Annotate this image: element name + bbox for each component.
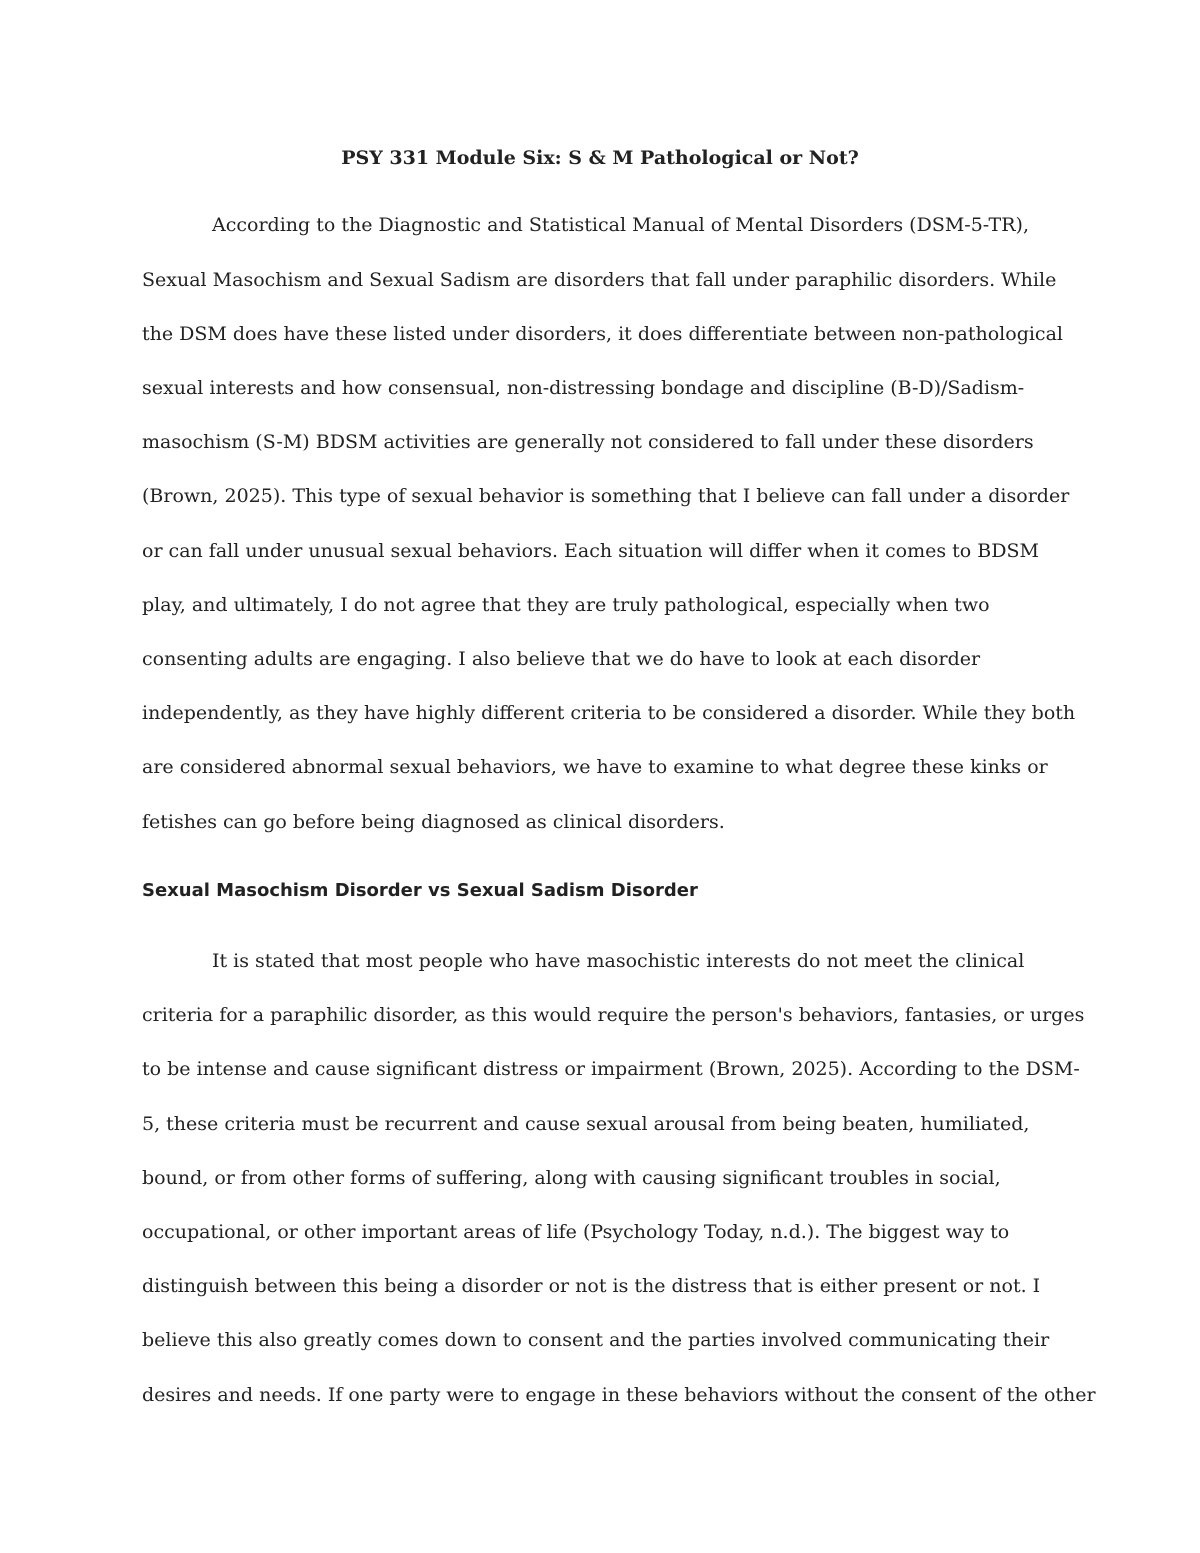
paragraph-line: desires and needs. If one party were to engage in these behaviors without the consent of the other [142, 1384, 1096, 1406]
paragraph-line: the DSM does have these listed under disorders, it does differentiate between non-pathological [142, 323, 1063, 345]
document-title: PSY 331 Module Six: S & M Pathological or Not? [341, 147, 859, 169]
paragraph-line: criteria for a paraphilic disorder, as this would require the person's behaviors, fantasies, or urges [142, 1004, 1085, 1026]
paragraph-line: play, and ultimately, I do not agree that they are truly pathological, especially when two [142, 594, 990, 616]
paragraph-line: occupational, or other important areas of life (Psychology Today, n.d.). The biggest way to [142, 1221, 1010, 1243]
paragraph-line: distinguish between this being a disorder or not is the distress that is either present or not. I [142, 1275, 1041, 1297]
paragraph-line: independently, as they have highly different criteria to be considered a disorder. While they both [142, 702, 1076, 724]
paragraph-line: believe this also greatly comes down to consent and the parties involved communicating their [142, 1329, 1050, 1351]
paragraph-line: consenting adults are engaging. I also believe that we do have to look at each disorder [142, 648, 981, 670]
paragraph-line: to be intense and cause significant distress or impairment (Brown, 2025). According to the DSM- [142, 1058, 1080, 1080]
paragraph-line: Sexual Masochism and Sexual Sadism are disorders that fall under paraphilic disorders. While [142, 269, 1057, 291]
paragraph-line: masochism (S-M) BDSM activities are generally not considered to fall under these disorders [142, 431, 1034, 453]
paragraph-line: According to the Diagnostic and Statistical Manual of Mental Disorders (DSM-5-TR), [212, 214, 1029, 236]
paragraph-line: sexual interests and how consensual, non-distressing bondage and discipline (B-D)/Sadism- [142, 377, 1025, 399]
paragraph-line: bound, or from other forms of suffering, along with causing significant troubles in social, [142, 1167, 1001, 1189]
paragraph-line: are considered abnormal sexual behaviors, we have to examine to what degree these kinks or [142, 756, 1048, 778]
paragraph-line: fetishes can go before being diagnosed as clinical disorders. [142, 811, 725, 833]
section-heading: Sexual Masochism Disorder vs Sexual Sadism Disorder [142, 880, 698, 901]
paragraph-line: It is stated that most people who have masochistic interests do not meet the clinical [212, 950, 1025, 972]
paragraph-line: or can fall under unusual sexual behaviors. Each situation will differ when it comes to BDSM [142, 540, 1039, 562]
paragraph-line: 5, these criteria must be recurrent and cause sexual arousal from being beaten, humiliated, [142, 1113, 1030, 1135]
paragraph-line: (Brown, 2025). This type of sexual behavior is something that I believe can fall under a disorder [142, 485, 1070, 507]
